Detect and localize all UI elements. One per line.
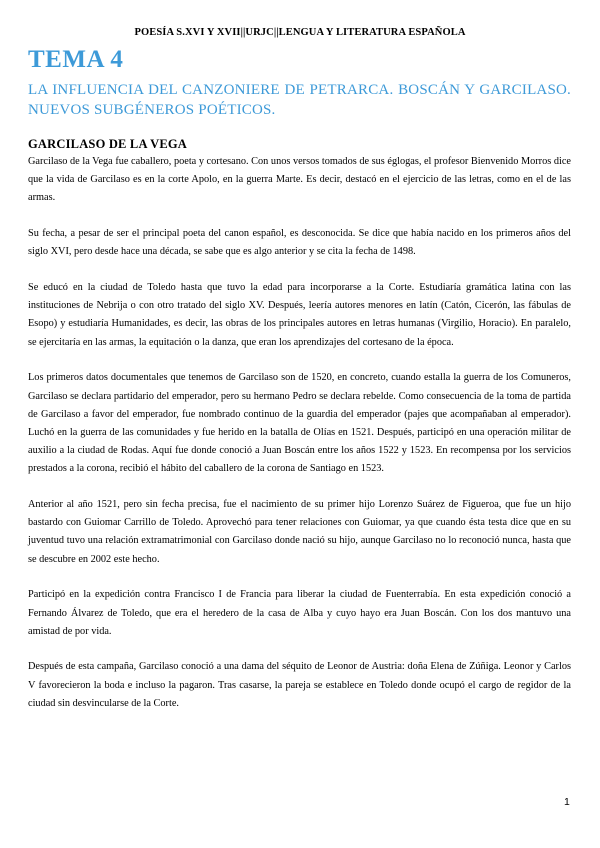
paragraph: Los primeros datos documentales que tenemos de Garcilaso son de 1520, en concreto, cuando estalla la guerra de los Comuneros, Garcilaso se declara partidario del emperador, pero su hermano Pedro se declara rebelde. Como consecuencia de la toma de partida de Garcilaso a favor del emperador, fue nombrado continuo de la guardia del emperador (pajes que acompañaban al emperador). Luchó en la guerra de las comunidades y fue herido en la batalla de Olías en 1521. Después, participó en una operación militar de auxilio a la ciudad de Rodas. Aquí fue donde conoció a Juan Boscán entre los años 1522 y 1523. En recompensa por los servicios prestados a la corona, recibió el hábito del caballero de la corona de Santiago en 1523. [28,372,571,475]
page-subtitle: LA INFLUENCIA DEL CANZONIERE DE PETRARCA. BOSCÁN Y GARCILASO. NUEVOS SUBGÉNEROS POÉTICOS. [28,82,571,118]
section-heading: GARCILASO DE LA VEGA [28,137,188,151]
paragraph: Su fecha, a pesar de ser el principal poeta del canon español, es desconocida. Se dice que había nacido en los primeros años del siglo XVI, pero desde hace una década, se sabe que es algo anterior y se cita la fecha de 1498. [28,228,571,258]
paragraph: Garcilaso de la Vega fue caballero, poeta y cortesano. Con unos versos tomados de sus églogas, el profesor Bienvenido Morros dice que la vida de Garcilaso es en la corte Apolo, en la guerra Marte. Es decir, destacó en el ejercicio de las letras, como en el de las armas. [28,156,571,204]
paragraph: Se educó en la ciudad de Toledo hasta que tuvo la edad para incorporarse a la Corte. Estudiaría gramática latina con las instituciones de Nebrija o con otro tratado del siglo XV. Después, leería autores menores en latín (Catón, Cicerón, las fábulas de Esopo) y estudiaría Humanidades, es decir, las obras de los principales autores en letras humanas (Virgilio, Horacio). En paralelo, se ejercitaría en las armas, la equitación o la danza, que eran los aprendizajes del cortesano de la época. [28,282,571,348]
page-number: 1 [564,796,570,808]
paragraph: Después de esta campaña, Garcilaso conoció a una dama del séquito de Leonor de Austria: doña Elena de Zúñiga. Leonor y Carlos V favorecieron la boda e incluso la pagaron. Tras casarse, la pareja se establece en Toledo donde ocupó el cargo de regidor de la ciudad sin desvincularse de la Corte. [28,661,571,709]
paragraph: Anterior al año 1521, pero sin fecha precisa, fue el nacimiento de su primer hijo Lorenzo Suárez de Figueroa, que fue un hijo bastardo con Guiomar Carrillo de Toledo. Aprovechó para tener relaciones con Guiomar, ya que cuando ésta testa dice que en su juventud tuvo una relación extramatrimonial con Garcilaso donde nació su hijo, aunque Garcilaso no lo reconoció nunca, hasta que se descubre en 2002 este hecho. [28,499,571,565]
running-header: POESÍA S.XVI Y XVII||URJC||LENGUA Y LITERATURA ESPAÑOLA [134,27,466,38]
paragraph: Participó en la expedición contra Francisco I de Francia para liberar la ciudad de Fuenterrabía. En esta expedición conoció a Fernando Álvarez de Toledo, que era el heredero de la casa de Alba y cuyo hayo era Juan Boscán. Con los dos mantuvo una amistad de por vida. [28,589,571,637]
page-title: TEMA 4 [28,46,124,73]
body-text [28,153,571,731]
